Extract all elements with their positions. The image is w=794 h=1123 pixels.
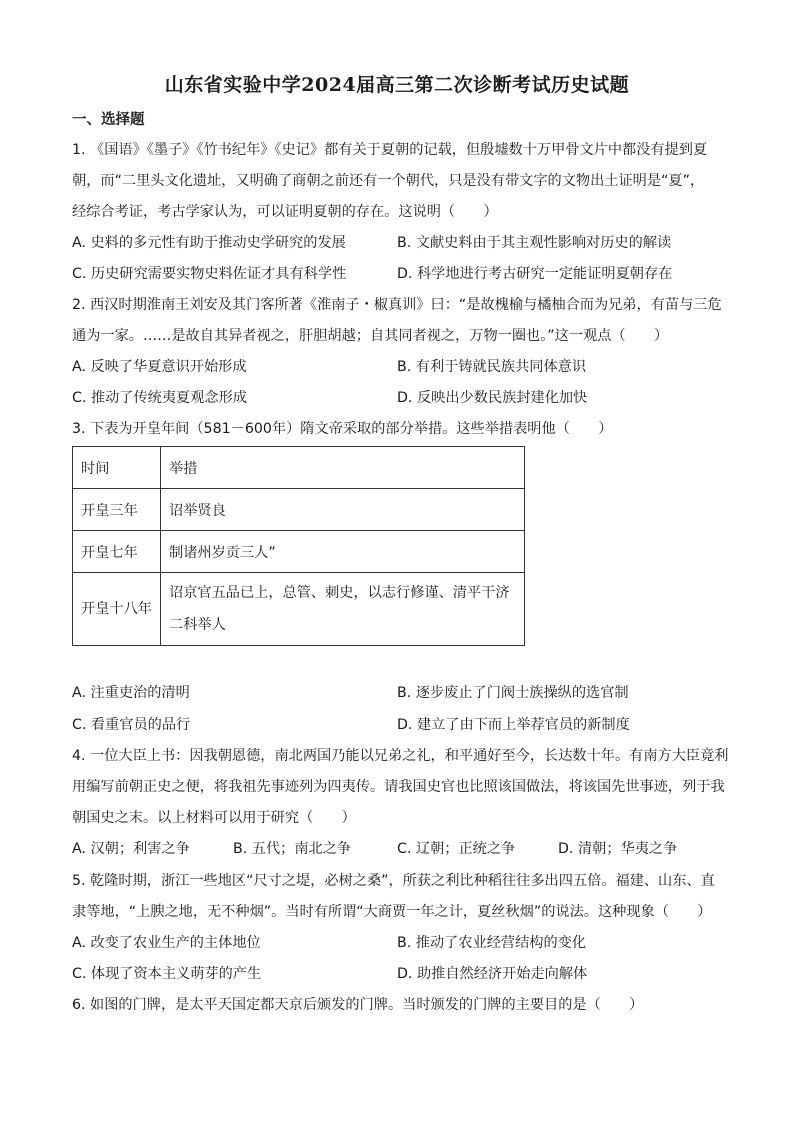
table-row <box>73 531 525 573</box>
q3-stem: 3. 下表为开皇年间（581－600年）隋文帝采取的部分举措。这些举措表明他（ ） <box>72 421 613 437</box>
q5-option-c[interactable]: C. 体现了资本主义萌芽的产生 <box>72 966 262 982</box>
q1-option-b[interactable]: B. 文献史料由于其主观性影响对历史的解读 <box>397 235 672 251</box>
q1-option-c[interactable]: C. 历史研究需要实物史料佐证才具有科学性 <box>72 266 347 282</box>
table-header-row <box>73 447 525 489</box>
q2-option-b[interactable]: B. 有利于铸就民族共同体意识 <box>397 359 587 375</box>
q3-measures-table <box>72 446 525 646</box>
table-header-measure: 举措 <box>161 447 525 489</box>
table-row <box>73 573 525 646</box>
section-heading: 一、选择题 <box>72 112 145 128</box>
q5-line-2: 隶等地，“上腴之地，无不种烟”。当时有所谓“大商贾一年之计，夏丝秋烟”的说法。这种现象（ ） <box>72 904 712 920</box>
q4-option-b[interactable]: B. 五代；南北之争 <box>233 841 352 857</box>
q1-option-a[interactable]: A. 史料的多元性有助于推动史学研究的发展 <box>72 235 346 251</box>
q1-option-d[interactable]: D. 科学地进行考古研究一定能证明夏朝存在 <box>397 266 673 282</box>
q5-option-d[interactable]: D. 助推自然经济开始走向解体 <box>397 966 588 982</box>
table-cell-time: 开皇十八年 <box>73 573 161 646</box>
q2-line-2: 通为一家。……是故自其异者视之，肝胆胡越；自其同者视之，万物一圈也。”这一观点（ ） <box>72 328 669 344</box>
q3-option-d[interactable]: D. 建立了由下而上举荐官员的新制度 <box>397 717 630 733</box>
table-cell-measure: 制诸州岁贡三人” <box>161 531 525 573</box>
q3-option-c[interactable]: C. 看重官员的品行 <box>72 717 191 733</box>
q4-line-2: 用编写前朝正史之便，将我祖先事迹列为四夷传。请我国史官也比照该国做法，将该国先世事迹，列于我 <box>72 779 725 795</box>
q2-line-1: 2. 西汉时期淮南王刘安及其门客所著《淮南子・椒真训》曰：“是故槐榆与橘柚合而为兄弟，有苗与三危 <box>72 297 722 313</box>
table-cell-measure: 诏京官五品已上，总管、刺史，以志行修谨、清平干济二科举人 <box>161 573 525 646</box>
exam-title: 山东省实验中学2024届高三第二次诊断考试历史试题 <box>164 74 630 96</box>
q2-option-a[interactable]: A. 反映了华夏意识开始形成 <box>72 359 247 375</box>
table-header-time: 时间 <box>73 447 161 489</box>
q3-option-a[interactable]: A. 注重吏治的清明 <box>72 685 190 701</box>
q1-line-3: 经综合考证，考古学家认为，可以证明夏朝的存在。这说明（ ） <box>72 204 498 220</box>
q4-option-d[interactable]: D. 清朝；华夷之争 <box>558 841 678 857</box>
table-cell-time: 开皇七年 <box>73 531 161 573</box>
q4-line-1: 4. 一位大臣上书：因我朝恩德，南北两国乃能以兄弟之礼，和平通好至今，长达数十年。有南方大臣竟利 <box>72 748 729 764</box>
q6-stem: 6. 如图的门牌，是太平天国定都天京后颁发的门牌。当时颁发的门牌的主要目的是（ ） <box>72 997 644 1013</box>
q4-line-3: 朝国史之末。以上材料可以用于研究（ ） <box>72 810 356 826</box>
table-cell-time: 开皇三年 <box>73 489 161 531</box>
q5-option-b[interactable]: B. 推动了农业经营结构的变化 <box>397 935 587 951</box>
q2-option-d[interactable]: D. 反映出少数民族封建化加快 <box>397 390 588 406</box>
table-row <box>73 489 525 531</box>
q4-option-c[interactable]: C. 辽朝；正统之争 <box>397 841 516 857</box>
q2-option-c[interactable]: C. 推动了传统夷夏观念形成 <box>72 390 247 406</box>
q4-option-a[interactable]: A. 汉朝；利害之争 <box>72 841 190 857</box>
q5-option-a[interactable]: A. 改变了农业生产的主体地位 <box>72 935 261 951</box>
q1-line-2: 朝，而“二里头文化遗址，又明确了商朝之前还有一个朝代，只是没有带文字的文物出土证明是“夏”， <box>72 173 705 189</box>
table-cell-measure: 诏举贤良 <box>161 489 525 531</box>
q3-option-b[interactable]: B. 逐步废止了门阀士族操纵的选官制 <box>397 685 629 701</box>
q5-line-1: 5. 乾隆时期，浙江一些地区“尺寸之堤，必树之桑”，所获之利比种稻往往多出四五倍。福建、山东、直 <box>72 873 715 889</box>
q1-line-1: 1. 《国语》《墨子》《竹书纪年》《史记》都有关于夏朝的记载，但殷墟数十万甲骨文片中都没有提到夏 <box>72 142 708 158</box>
